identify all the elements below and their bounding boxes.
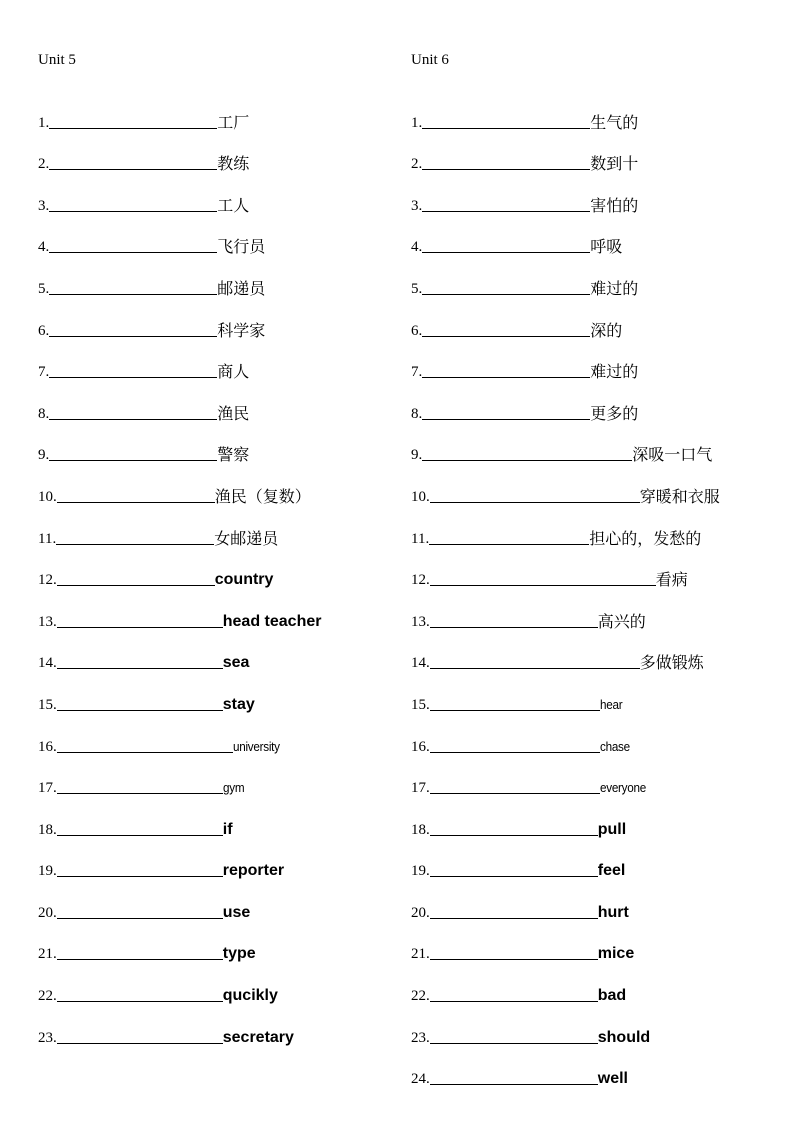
item-word: 害怕的 <box>590 195 639 215</box>
item-word: reporter <box>222 862 285 880</box>
answer-blank[interactable] <box>57 651 223 669</box>
item-word: gym <box>222 780 245 796</box>
item-word: 看病 <box>655 570 688 590</box>
unit6-item <box>411 298 720 340</box>
item-number: 16. <box>38 738 57 755</box>
item-word: 更多的 <box>590 403 639 423</box>
item-word: 女邮递员 <box>214 528 279 548</box>
answer-blank[interactable] <box>57 485 215 503</box>
item-word: if <box>222 820 233 838</box>
item-word: everyone <box>599 780 646 796</box>
item-number: 20. <box>38 904 57 921</box>
answer-blank[interactable] <box>422 443 632 461</box>
answer-blank[interactable] <box>422 277 590 295</box>
item-word: 商人 <box>217 362 250 382</box>
answer-blank[interactable] <box>57 942 223 960</box>
item-word: 邮递员 <box>217 278 266 298</box>
item-word: stay <box>222 695 255 713</box>
item-word: 担心的，发愁的 <box>589 528 702 548</box>
item-word: 渔民（复数） <box>214 486 311 506</box>
item-number: 10. <box>411 488 430 505</box>
item-word: 生气的 <box>590 112 639 132</box>
answer-blank[interactable] <box>49 319 217 337</box>
item-word: 深吸一口气 <box>632 445 713 465</box>
answer-blank[interactable] <box>49 360 217 378</box>
item-word: type <box>222 945 256 963</box>
item-word: 高兴的 <box>597 611 646 631</box>
unit5-item <box>38 423 321 465</box>
unit6-item <box>411 423 720 465</box>
item-number: 8. <box>411 405 423 422</box>
unit5-item <box>38 797 321 839</box>
item-number: 9. <box>411 447 423 464</box>
item-word: bad <box>597 987 627 1005</box>
unit5-item <box>38 381 321 423</box>
item-word: feel <box>597 862 626 880</box>
answer-blank[interactable] <box>429 527 589 545</box>
answer-blank[interactable] <box>422 152 590 170</box>
answer-blank[interactable] <box>422 402 590 420</box>
item-word: mice <box>597 945 635 963</box>
item-word: 科学家 <box>217 320 266 340</box>
item-number: 7. <box>411 364 423 381</box>
answer-blank[interactable] <box>57 859 223 877</box>
item-number: 18. <box>38 821 57 838</box>
item-number: 12. <box>38 572 57 589</box>
item-number: 9. <box>38 447 50 464</box>
answer-blank[interactable] <box>430 818 598 836</box>
item-word: sea <box>222 654 250 672</box>
answer-blank[interactable] <box>49 194 217 212</box>
item-number: 2. <box>38 156 50 173</box>
unit5-column <box>38 50 321 1047</box>
item-number: 18. <box>411 821 430 838</box>
answer-blank[interactable] <box>430 568 656 586</box>
item-number: 20. <box>411 904 430 921</box>
answer-blank[interactable] <box>430 859 598 877</box>
answer-blank[interactable] <box>57 901 223 919</box>
item-number: 19. <box>38 863 57 880</box>
unit5-item <box>38 756 321 798</box>
answer-blank[interactable] <box>57 610 223 628</box>
item-number: 23. <box>38 1029 57 1046</box>
answer-blank[interactable] <box>49 235 217 253</box>
unit6-item <box>411 90 720 132</box>
answer-blank[interactable] <box>56 527 214 545</box>
item-word: chase <box>599 738 630 754</box>
unit5-item <box>38 631 321 673</box>
item-number: 22. <box>38 988 57 1005</box>
unit5-item <box>38 215 321 257</box>
unit6-item <box>411 963 720 1005</box>
unit6-item <box>411 672 720 714</box>
item-number: 15. <box>411 696 430 713</box>
unit6-item <box>411 756 720 798</box>
unit5-list <box>38 90 321 1047</box>
answer-blank[interactable] <box>49 443 217 461</box>
answer-blank[interactable] <box>422 111 590 129</box>
answer-blank[interactable] <box>57 735 233 753</box>
unit5-item <box>38 589 321 631</box>
item-number: 6. <box>38 322 50 339</box>
item-word: 飞行员 <box>217 237 266 257</box>
item-number: 10. <box>38 488 57 505</box>
unit5-item <box>38 90 321 132</box>
answer-blank[interactable] <box>422 319 590 337</box>
unit6-item <box>411 1005 720 1047</box>
item-word: 工人 <box>217 195 250 215</box>
unit5-item <box>38 1005 321 1047</box>
unit5-item <box>38 672 321 714</box>
item-number: 4. <box>38 239 50 256</box>
item-word: secretary <box>222 1028 294 1046</box>
item-word: hear <box>599 696 623 712</box>
item-number: 19. <box>411 863 430 880</box>
item-number: 5. <box>411 280 423 297</box>
answer-blank[interactable] <box>49 152 217 170</box>
item-word: 渔民 <box>217 403 250 423</box>
answer-blank[interactable] <box>57 693 223 711</box>
unit5-title: Unit 5 <box>38 52 76 68</box>
unit6-list <box>411 90 720 1088</box>
answer-blank[interactable] <box>422 235 590 253</box>
item-number: 22. <box>411 988 430 1005</box>
answer-blank[interactable] <box>49 111 217 129</box>
item-word: 多做锻炼 <box>639 653 704 673</box>
item-number: 13. <box>411 613 430 630</box>
unit5-item <box>38 173 321 215</box>
unit5-item <box>38 963 321 1005</box>
answer-blank[interactable] <box>430 651 640 669</box>
answer-blank[interactable] <box>430 735 600 753</box>
unit5-item <box>38 880 321 922</box>
item-number: 23. <box>411 1029 430 1046</box>
answer-blank[interactable] <box>430 984 598 1002</box>
unit6-item <box>411 381 720 423</box>
answer-blank[interactable] <box>49 277 217 295</box>
item-number: 7. <box>38 364 50 381</box>
item-number: 5. <box>38 280 50 297</box>
answer-blank[interactable] <box>430 485 640 503</box>
answer-blank[interactable] <box>430 901 598 919</box>
unit6-column <box>411 50 720 1088</box>
item-number: 11. <box>38 530 57 547</box>
item-number: 16. <box>411 738 430 755</box>
answer-blank[interactable] <box>57 776 223 794</box>
unit6-item <box>411 714 720 756</box>
unit6-item <box>411 631 720 673</box>
unit6-item <box>411 548 720 590</box>
item-word: country <box>214 571 274 589</box>
unit5-item <box>38 714 321 756</box>
unit6-item <box>411 922 720 964</box>
item-number: 21. <box>38 946 57 963</box>
item-word: qucikly <box>222 987 278 1005</box>
answer-blank[interactable] <box>430 693 600 711</box>
item-number: 8. <box>38 405 50 422</box>
item-number: 15. <box>38 696 57 713</box>
item-number: 1. <box>38 114 50 131</box>
item-word: university <box>232 738 280 754</box>
unit6-item <box>411 797 720 839</box>
answer-blank[interactable] <box>430 942 598 960</box>
unit5-item <box>38 548 321 590</box>
answer-blank[interactable] <box>422 194 590 212</box>
item-number: 14. <box>411 655 430 672</box>
answer-blank[interactable] <box>57 984 223 1002</box>
unit6-item <box>411 464 720 506</box>
unit6-item <box>411 256 720 298</box>
unit6-item <box>411 506 720 548</box>
item-word: head teacher <box>222 612 322 630</box>
answer-blank[interactable] <box>57 818 223 836</box>
unit6-item <box>411 839 720 881</box>
unit6-item <box>411 215 720 257</box>
item-word: well <box>597 1070 628 1088</box>
answer-blank[interactable] <box>422 360 590 378</box>
unit5-item <box>38 132 321 174</box>
unit5-item <box>38 298 321 340</box>
answer-blank[interactable] <box>430 776 600 794</box>
unit5-item <box>38 839 321 881</box>
unit5-item <box>38 464 321 506</box>
item-word: 数到十 <box>590 154 639 174</box>
item-number: 13. <box>38 613 57 630</box>
item-number: 4. <box>411 239 423 256</box>
answer-blank[interactable] <box>430 1067 598 1085</box>
answer-blank[interactable] <box>49 402 217 420</box>
item-word: pull <box>597 820 627 838</box>
item-number: 6. <box>411 322 423 339</box>
item-number: 3. <box>38 197 50 214</box>
item-word: 难过的 <box>590 278 639 298</box>
unit5-item <box>38 256 321 298</box>
item-number: 17. <box>411 780 430 797</box>
item-number: 21. <box>411 946 430 963</box>
item-word: 深的 <box>590 320 623 340</box>
item-number: 12. <box>411 572 430 589</box>
item-word: 穿暖和衣服 <box>639 486 720 506</box>
item-number: 1. <box>411 114 423 131</box>
answer-blank[interactable] <box>57 568 215 586</box>
unit6-item <box>411 173 720 215</box>
item-number: 14. <box>38 655 57 672</box>
item-word: use <box>222 903 251 921</box>
item-number: 2. <box>411 156 423 173</box>
item-word: 呼吸 <box>590 237 623 257</box>
item-number: 11. <box>411 530 430 547</box>
unit6-item <box>411 589 720 631</box>
item-word: should <box>597 1028 651 1046</box>
item-number: 3. <box>411 197 423 214</box>
item-word: 警察 <box>217 445 250 465</box>
item-word: 教练 <box>217 154 250 174</box>
answer-blank[interactable] <box>430 610 598 628</box>
unit6-item <box>411 132 720 174</box>
answer-blank[interactable] <box>430 1026 598 1044</box>
unit6-item <box>411 340 720 382</box>
answer-blank[interactable] <box>57 1026 223 1044</box>
unit5-item <box>38 506 321 548</box>
item-number: 24. <box>411 1071 430 1088</box>
item-word: 工厂 <box>217 112 250 132</box>
unit6-item <box>411 880 720 922</box>
unit6-item <box>411 1047 720 1089</box>
item-word: hurt <box>597 903 629 921</box>
item-word: 难过的 <box>590 362 639 382</box>
unit5-item <box>38 340 321 382</box>
unit5-item <box>38 922 321 964</box>
unit6-title: Unit 6 <box>411 52 449 68</box>
item-number: 17. <box>38 780 57 797</box>
